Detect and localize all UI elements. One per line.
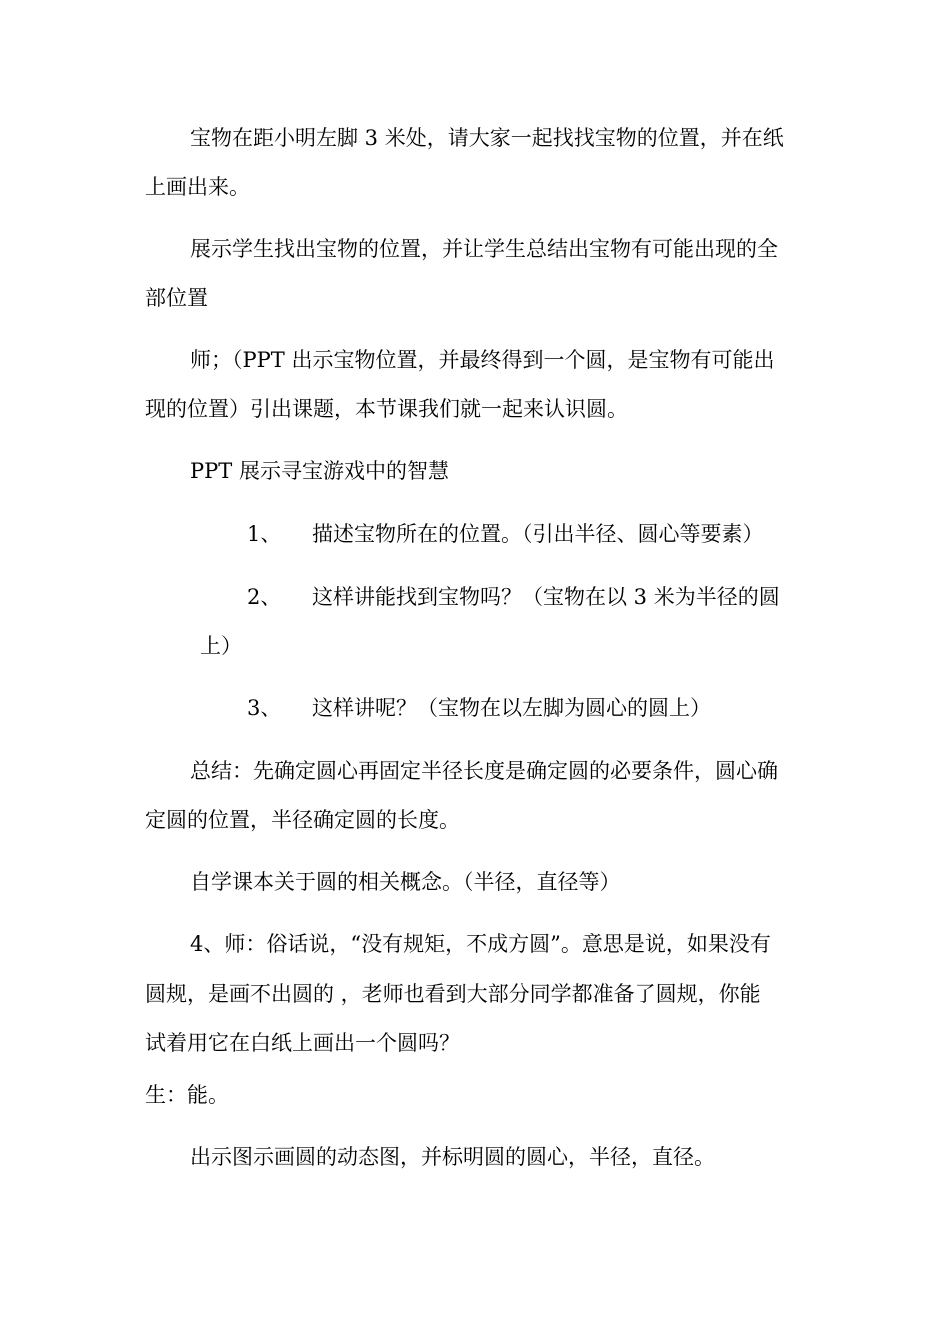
list-item-2-number: 2、 [247, 585, 282, 609]
paragraph-3-line-1: 师；（PPT 出示宝物位置，并最终得到一个圆，是宝物有可能出 [190, 348, 775, 372]
list-item-3-number: 3、 [247, 696, 282, 720]
paragraph-1-line-2: 上画出来。 [145, 175, 250, 199]
list-item-3-line-1: 这样讲呢？（宝物在以左脚为圆心的圆上） [312, 696, 711, 720]
list-item-1-number: 1、 [247, 522, 282, 546]
list-item-2-line-1: 这样讲能找到宝物吗？（宝物在以 3 米为半径的圆 [312, 585, 780, 609]
summary-line-1: 总结：先确定圆心再固定半径长度是确定圆的必要条件，圆心确 [190, 759, 778, 783]
teacher-line-3: 试着用它在白纸上画出一个圆吗？ [145, 1031, 460, 1055]
list-item-2-line-2: 上） [200, 634, 242, 658]
teacher-line-2: 圆规，是画不出圆的 ，老师也看到大部分同学都准备了圆规，你能 [145, 982, 761, 1006]
final-paragraph-line: 出示图示画圆的动态图，并标明圆的圆心，半径，直径。 [190, 1145, 715, 1169]
self-study-line: 自学课本关于圆的相关概念。（半径，直径等） [190, 870, 621, 894]
paragraph-1-line-1: 宝物在距小明左脚 3 米处，请大家一起找找宝物的位置，并在纸 [190, 126, 784, 150]
teacher-line-1: 4、师：俗话说，“没有规矩，不成方圆”。意思是说，如果没有 [190, 932, 771, 956]
paragraph-4-line-1: PPT 展示寻宝游戏中的智慧 [190, 459, 449, 483]
summary-line-2: 定圆的位置，半径确定圆的长度。 [145, 808, 460, 832]
student-answer-line: 生：能。 [145, 1083, 229, 1107]
list-item-1-line-1: 描述宝物所在的位置。（引出半径、圆心等要素） [312, 522, 764, 546]
paragraph-2-line-2: 部位置 [145, 286, 208, 310]
paragraph-3-line-2: 现的位置）引出课题，本节课我们就一起来认识圆。 [145, 397, 628, 421]
paragraph-2-line-1: 展示学生找出宝物的位置，并让学生总结出宝物有可能出现的全 [190, 237, 778, 261]
